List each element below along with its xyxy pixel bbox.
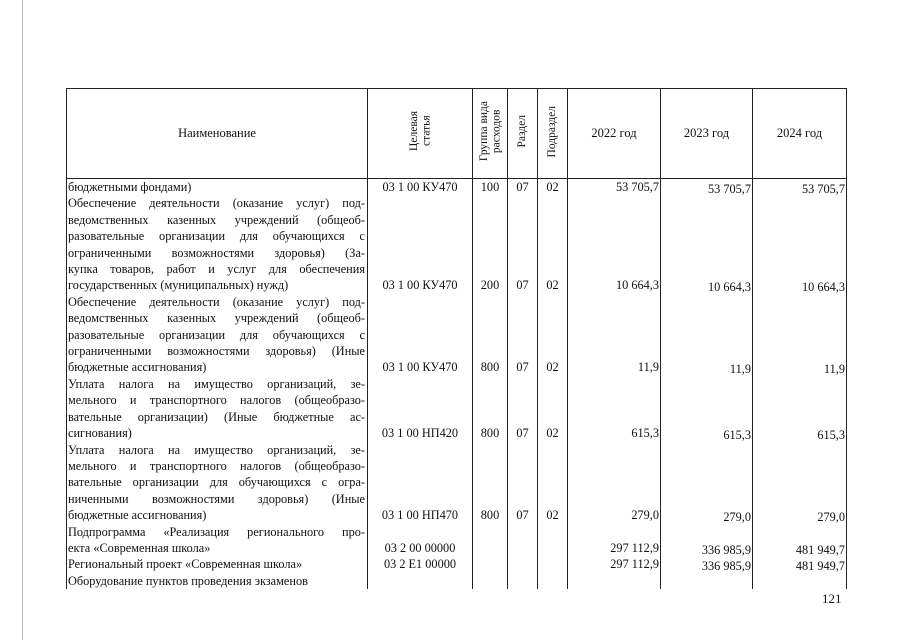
row-section: 07 [508,179,538,196]
table-row [67,556,847,572]
row-name [67,556,368,572]
row-subsection: 02 [538,442,568,524]
header-year-2023: 2023 год [661,89,753,179]
row-value-2023: 53 705,7 [661,181,753,198]
row-name-line: Подпрограмма «Реализация регионального про- [68,524,365,539]
row-section: 07 [508,195,538,293]
row-name [67,376,368,442]
header-expense-group-text: Группа вида расходов [477,101,502,162]
row-name-line: разовательные организации для обучающихся с [68,327,365,342]
row-name-line: ограниченными возможностями здоровья) (За- [68,245,365,260]
row-target-article: 03 1 00 КУ470 [368,294,473,376]
table-body [67,179,847,590]
row-value-2023: 11,9 [661,296,753,378]
row-name-line: ведомственных казенных учреждений (общеоб- [68,212,365,227]
row-subsection [538,556,568,572]
table-row [67,179,847,196]
row-name-line: сигнования) [68,426,132,441]
row-expense-group: 800 [473,294,508,376]
row-value-2022: 297 112,9 [568,524,661,557]
row-name-line: екта «Современная школа» [68,540,211,555]
header-subsection [538,89,568,179]
table-header-row [67,89,847,179]
header-expense-group [473,89,508,179]
row-name-line: бюджетные ассигнования) [68,360,207,375]
row-name-line: Обеспечение деятельности (оказание услуг) под- [68,294,365,309]
row-name-line: Уплата налога на имущество организаций, зе- [68,376,365,391]
row-expense-group: 100 [473,179,508,196]
row-name-line: бюджетные ассигнования) [68,508,207,523]
row-value-2024: 481 949,7 [753,558,847,574]
row-expense-group: 800 [473,376,508,442]
row-name-line: ниченными возможностями здоровья) (Иные [68,491,365,506]
row-subsection [538,524,568,557]
row-value-2024: 481 949,7 [753,526,847,559]
row-expense-group: 800 [473,442,508,524]
row-name-line: вательные организации для обучающихся с огра- [68,475,365,490]
row-value-2022: 11,9 [568,294,661,376]
row-name-line: мельного и транспортного налогов (общеобразо- [68,393,365,408]
row-expense-group: 200 [473,195,508,293]
row-section: 07 [508,294,538,376]
row-section: 07 [508,376,538,442]
row-subsection: 02 [538,195,568,293]
row-name [67,179,368,196]
row-value-2024: 53 705,7 [753,181,847,198]
row-value-2024 [753,575,847,591]
row-target-article [368,573,473,589]
row-name-line: государственных (муниципальных) нужд) [68,278,289,293]
row-name [67,524,368,557]
row-value-2023 [661,575,753,591]
table-row [67,524,847,557]
row-value-2022: 615,3 [568,376,661,442]
row-value-2023: 336 985,9 [661,526,753,559]
row-expense-group [473,573,508,589]
row-value-2022: 53 705,7 [568,179,661,196]
table-row [67,294,847,376]
row-target-article: 03 1 00 НП420 [368,376,473,442]
row-section: 07 [508,442,538,524]
row-name-line: Уплата налога на имущество организаций, зе- [68,442,365,457]
row-subsection: 02 [538,376,568,442]
table-row [67,195,847,293]
header-section [508,89,538,179]
row-section [508,573,538,589]
header-year-2022: 2022 год [568,89,661,179]
row-name-line: разовательные организации для обучающихся с [68,229,365,244]
header-name: Наименование [67,89,368,179]
page-number: 121 [822,591,842,606]
row-value-2024: 11,9 [753,296,847,378]
row-value-2024: 10 664,3 [753,197,847,295]
row-value-2022: 297 112,9 [568,556,661,572]
row-expense-group [473,556,508,572]
row-name-line: бюджетными фондами) [68,180,192,194]
row-name-line: Оборудование пунктов проведения экзаменов [68,573,308,588]
row-subsection [538,573,568,589]
row-section [508,524,538,557]
row-name-line: вательные организации) (Иные бюджетные ас- [68,409,365,424]
row-section [508,556,538,572]
header-section-text: Раздел [516,115,529,148]
row-target-article: 03 2 00 00000 [368,524,473,557]
row-name-line: Обеспечение деятельности (оказание услуг) под- [68,196,365,211]
header-subsection-text: Подраздел [546,105,559,158]
budget-table [66,88,847,589]
table-row [67,376,847,442]
row-name [67,195,368,293]
row-subsection: 02 [538,294,568,376]
row-name [67,573,368,589]
table-row [67,573,847,589]
binding-margin-line [22,0,23,640]
row-value-2024: 615,3 [753,378,847,444]
row-value-2023: 615,3 [661,378,753,444]
row-target-article: 03 1 00 КУ470 [368,195,473,293]
row-target-article: 03 1 00 КУ470 [368,179,473,196]
row-name-line: купка товаров, работ и услуг для обеспечения [68,262,365,277]
row-value-2022: 10 664,3 [568,195,661,293]
row-subsection: 02 [538,179,568,196]
row-name-line: мельного и транспортного налогов (общеобразо- [68,458,365,473]
row-name [67,294,368,376]
row-value-2023: 10 664,3 [661,197,753,295]
row-target-article: 03 1 00 НП470 [368,442,473,524]
row-value-2023: 279,0 [661,444,753,526]
row-value-2024: 279,0 [753,444,847,526]
row-value-2022: 279,0 [568,442,661,524]
row-name-line: ограниченными возможностями здоровья) (Иные [68,344,365,359]
row-value-2022 [568,573,661,589]
header-target-article [368,89,473,179]
row-target-article: 03 2 Е1 00000 [368,556,473,572]
table-row [67,442,847,524]
row-name-line: ведомственных казенных учреждений (общеоб- [68,311,365,326]
row-value-2023: 336 985,9 [661,558,753,574]
row-expense-group [473,524,508,557]
row-name [67,442,368,524]
row-name-line: Региональный проект «Современная школа» [68,557,303,572]
header-target-article-text: Целевая статья [407,111,432,152]
header-year-2024: 2024 год [753,89,847,179]
